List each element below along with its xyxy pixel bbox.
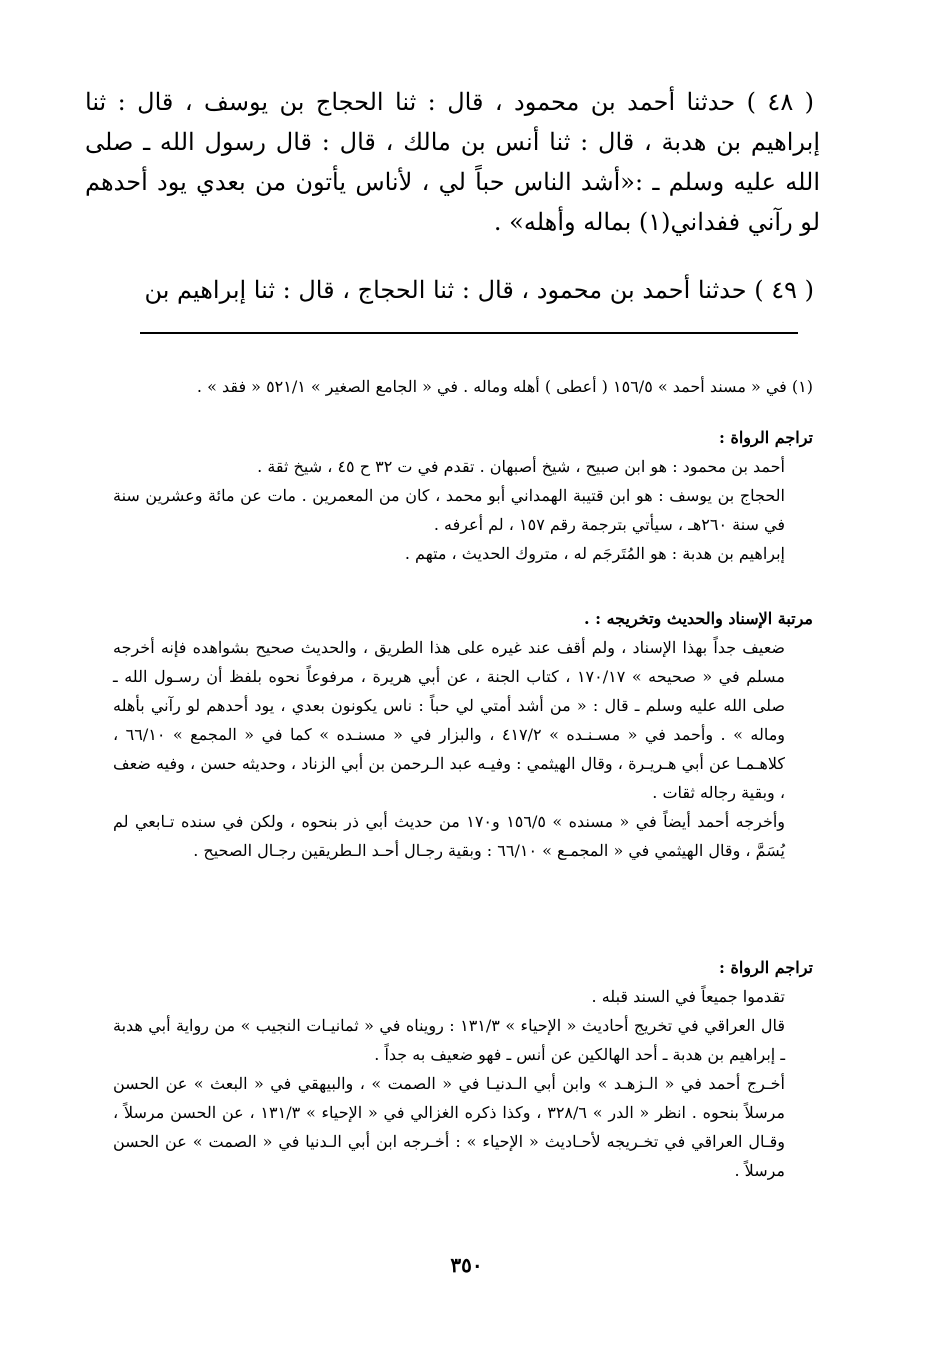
section-heading: تراجم الرواة : [718,428,813,447]
footnote-separator [140,332,798,334]
footnote [113,372,813,401]
text-line: تـابعي لم يُسَمَّ ، وقال الهيثمي في « المجمـع » ٦٦/١٠ : وبقية رجـال أحـد الـطريقين رجـال [113,812,785,860]
paragraph: تقدموا جميعاً في السند قبله . [591,987,785,1006]
text-line: وأخرجه أحمد أيضاً في « مسنده » ١٥٦/٥ و١٧٠ من حديث أبي ذر بنحوه ، ولكن في سنده [180,812,786,831]
narrator-entry: أحمد بن محمود : هو ابن صبيح ، شيخ أصبهان . تقدم في ت ٣٢ ح ٤٥ ، شيخ ثقة . [257,457,785,476]
paragraph [113,1011,813,1069]
text-line: الصحيح . [193,841,253,860]
text-line: ضعيف جداً بهذا الإسناد ، ولم أقف عند غيره على هذا الطريق ، والحديث صحيح بشواهده [192,638,785,657]
text-line: وعشرين سنة في سنة ٢٦٠هـ ، سيأتي بترجمة رقم ١٥٧ ، لم أعرفه . [113,486,785,534]
text-line: ( ٤٨ ) حدثنا أحمد بن محمود ، قال : ثنا الحجاج بن يوسف ، قال : ثنا [85,88,814,116]
paragraph [113,633,813,807]
text-line: أحدهم لو رآني بأهله وماله » . وأحمد في « مسـنـده » ٤١٧/٢ ، والبزار في « مسنـده » كما في [113,696,786,744]
text-line: عليه وسلم ـ :«أشد الناس حباً لي ، لأناس يأتون من بعدي يود أحدهم لو رآني [85,168,820,236]
footnote-text: (١) في « مسند أحمد » ١٥٦/٥ ( أعطى ) أهله وماله . في « الجامع الصغير » ٥٢١/١ « فقد » . [196,377,813,396]
text-line: « الصمت » عن الحسن مرسلاً . [113,1132,785,1180]
text-line: الحجاج بن يوسف : هو ابن قتيبة الهمداني أبو محمد ، كان من المعمرين . مات عن مائة [208,486,785,505]
text-line: ففداني(١) بماله وأهله» . [493,208,741,236]
hadith-49-text [85,270,820,310]
text-line: أن رسـول الله ـ صلى الله عليه وسلم ـ قال : « من أشد أمتي لي حباً : ناس يكونون بعدي ، يود [113,667,785,715]
text-line: الزناد ، وحديثه حسن ، وفيه ضعف ، وبقية رجاله ثقات . [113,754,785,802]
hadith-48-text [85,82,820,242]
paragraph [113,807,813,865]
text-line: إبراهيم بن هدبة ، قال : ثنا أنس بن مالك ، قال : قال رسول الله ـ صلى الله [85,128,820,196]
text-line: فإنه أخرجه مسلم في « صحيحه » ١٧٠/١٧ ، كتاب الجنة ، عن أبي هريرة ، مرفوعاً نحوه بلفظ [113,638,785,686]
paragraph [113,1069,813,1185]
narrators-section-2 [113,953,813,1185]
narrator-entry: إبراهيم بن هدبة : هو المُتَرجَم له ، متروك الحديث ، متهم . [404,544,785,563]
hadith-49 [85,270,820,310]
text-line: الحسن مرسلاً ، وقـال العراقي في تخـريجه لأحـاديث « الإحياء » : أخـرجه ابن أبي الـدنيا في [113,1103,785,1151]
section-heading: مرتبة الإسناد والحديث وتخريجه : . [583,609,813,628]
isnad-grading-section [113,604,813,865]
text-line: الحسن مرسلاً بنحوه . انظر « الدر » ٣٢٨/٦ ، وكذا ذكره الغزالي في « الإحياء » ١٣١/٣ ، عن [113,1074,785,1122]
narrators-section [113,423,813,568]
page-number: ٣٥٠ [450,1253,483,1277]
text-line: ( ٤٩ ) حدثنا أحمد بن محمود ، قال : ثنا الحجاج ، قال : ثنا إبراهيم بن [144,276,814,304]
narrator-entry [113,481,813,539]
text-line: « المجمع » ٦٦/١٠ ، كلاهـمـا عن أبي هـريـرة ، وقال الهيثمي : وفيـه عبد الـرحمن بن أبي [113,725,786,773]
text-line: رواية أبي هدبة ـ إبراهيم بن هدبة ـ أحد الهالكين عن أنس ـ فهو ضعيف به جداً . [113,1016,785,1064]
text-line: قال العراقي في تخريج أحاديث « الإحياء » ١٣١/٣ : رويناه في « ثمانيـات النجيب » من [214,1016,785,1035]
section-heading: تراجم الرواة : [718,958,813,977]
hadith-48 [85,82,820,242]
text-line: أخـرج أحمد في « الـزهـد » وابن أبي الـدنيـا في « الصمت » ، والبيهقي في « البعث » عن [165,1074,785,1093]
